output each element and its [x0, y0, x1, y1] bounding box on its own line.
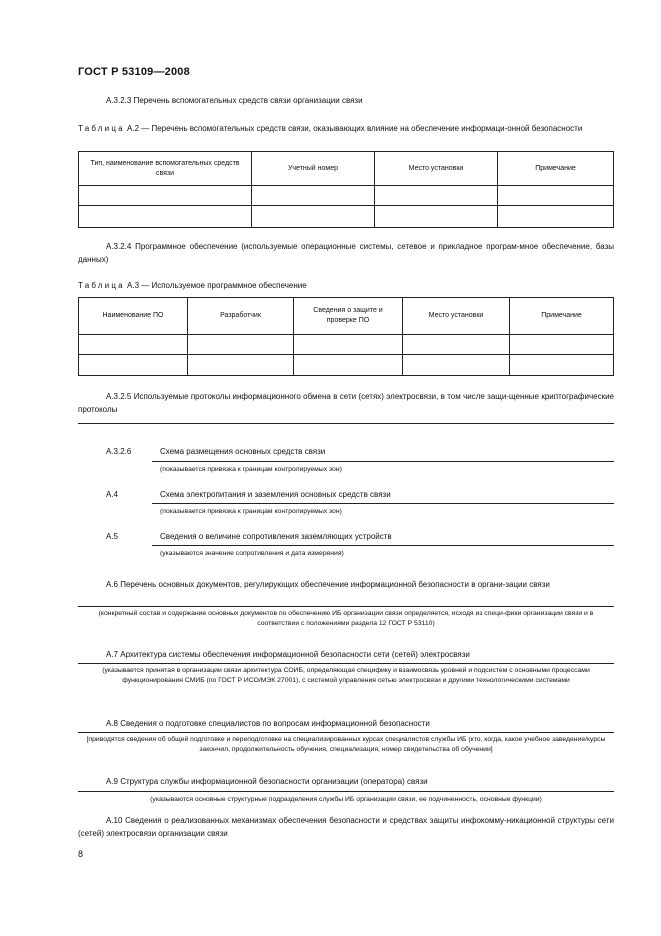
- table-header-cell: Примечание: [510, 298, 614, 335]
- section-a7-note: (указывается принятая в организации связи архитектура СОИБ, определяющая специфику и взаимосвязь уровней и подсистем с основными процессами функционирования СМИБ (по ГОСТ Р ИСО/МЭК 27001), с системой управления сетью электросвязи и другими технологическими системами: [102, 667, 590, 684]
- table-a2-caption-text: А.2 — Перечень вспомогательных средств связи, оказывающих влияние на обеспечение информаци-онной безопасности: [124, 124, 583, 133]
- section-a326-note: (показывается привязка к границам контролируемых зон): [160, 466, 342, 473]
- table-cell: [252, 206, 375, 228]
- fill-line: [152, 503, 614, 504]
- section-a5-number: А.5: [106, 532, 119, 541]
- fill-line: [152, 545, 614, 546]
- table-header-cell: Примечание: [498, 152, 614, 186]
- section-a9-note: (указываются основные структурные подразделения службы ИБ организации связи, ее подчиненность, основные функции): [150, 796, 542, 803]
- section-a8-note: [приводятся сведения об общей подготовке и переподготовке на специализированных курсах специалистов службы ИБ (кто, когда, какое учебное заведение/курсы закончил, продолжительность обучения, специализация, номер свидетельства об обучении]: [86, 736, 606, 753]
- table-a2-caption: [78, 122, 614, 135]
- table-cell: [188, 335, 294, 355]
- table-cell: [79, 335, 188, 355]
- table-cell: [188, 355, 294, 376]
- table-header-cell: Место установки: [375, 152, 498, 186]
- table-row: [79, 186, 614, 206]
- table-cell: [79, 206, 252, 228]
- section-a5-note: (указываются значение сопротивления и дата измерения): [160, 550, 344, 557]
- table-header-cell: Место установки: [403, 298, 510, 335]
- table-header-row: [79, 152, 614, 186]
- table-cell: [403, 335, 510, 355]
- section-a326-number: А.3.2.6: [106, 447, 132, 456]
- table-cell: [498, 206, 614, 228]
- table-header-cell: Разработчик: [188, 298, 294, 335]
- fill-line: [78, 663, 614, 664]
- table-header-cell: Наименование ПО: [79, 298, 188, 335]
- table-a3: [78, 297, 614, 376]
- table-header-cell: Тип, наименование вспомогательных средств связи: [79, 152, 252, 186]
- section-a323-heading: А.3.2.3 Перечень вспомогательных средств связи организации связи: [106, 96, 363, 105]
- table-cell: [79, 186, 252, 206]
- table-cell: [375, 186, 498, 206]
- section-a4-number: А.4: [106, 490, 119, 499]
- table-cell: [294, 335, 403, 355]
- section-a4-title: Схема электропитания и заземления основных средств связи: [160, 490, 391, 499]
- table-cell: [498, 186, 614, 206]
- table-cell: [79, 355, 188, 376]
- section-a6-note: (конкретный состав и содержание основных документов по обеспечению ИБ организации связи определяется, исходя из специ-фики организации связи и в соответствии с положениями раздела 12 ГОСТ Р 53110): [98, 610, 594, 627]
- table-cell: [375, 206, 498, 228]
- table-a3-caption-label: Таблица: [78, 281, 125, 290]
- page-number: 8: [78, 849, 84, 859]
- section-a6-heading: А.6 Перечень основных документов, регулирующих обеспечение информационной безопасности в органи-зации связи: [106, 580, 550, 589]
- table-cell: [252, 186, 375, 206]
- table-header-cell: Учетный номер: [252, 152, 375, 186]
- table-cell: [510, 355, 614, 376]
- table-a3-caption: [78, 279, 307, 292]
- section-a9-heading: А.9 Структура службы информационной безопасности организации (оператора) связи: [106, 777, 428, 786]
- table-header-cell: Сведения о защите и проверке ПО: [294, 298, 403, 335]
- section-a326-title: Схема размещения основных средств связи: [160, 447, 326, 456]
- section-a324-heading: А.3.2.4 Программное обеспечение (используемые операционные системы, сетевое и прикладное програм-мное обеспечение, базы данных): [78, 242, 614, 264]
- section-a10-heading: А.10 Сведения о реализованных механизмах обеспечения безопасности и средствах защиты инфокомму-никационной структуры сети (сетей) электросвязи организации связи: [78, 816, 614, 838]
- fill-line: [78, 606, 614, 607]
- table-row: [79, 206, 614, 228]
- table-cell: [294, 355, 403, 376]
- fill-line: [78, 732, 614, 733]
- table-cell: [403, 355, 510, 376]
- fill-line: [152, 461, 614, 462]
- section-a7-heading: А.7 Архитектура системы обеспечения информационной безопасности сети (сетей) электросвязи: [106, 650, 470, 659]
- table-a2-caption-label: Таблица: [78, 124, 125, 133]
- document-header: ГОСТ Р 53109—2008: [78, 66, 190, 78]
- section-a4-note: (показывается привязка к границам контролируемых зон): [160, 508, 342, 515]
- fill-line: [78, 423, 614, 424]
- section-a5-title: Сведения о величине сопротивления заземляющих устройств: [160, 532, 392, 541]
- table-a2: [78, 151, 614, 228]
- section-a325-heading: А.3.2.5 Используемые протоколы информационного обмена в сети (сетях) электросвязи, в том числе защи-щенные криптографические протоколы: [78, 392, 614, 414]
- table-cell: [510, 335, 614, 355]
- table-row: [79, 355, 614, 376]
- table-header-row: [79, 298, 614, 335]
- fill-line: [78, 791, 614, 792]
- table-row: [79, 335, 614, 355]
- table-a3-caption-text: А.3 — Используемое программное обеспечение: [124, 281, 307, 290]
- section-a8-heading: А.8 Сведения о подготовке специалистов по вопросам информационной безопасности: [106, 719, 430, 728]
